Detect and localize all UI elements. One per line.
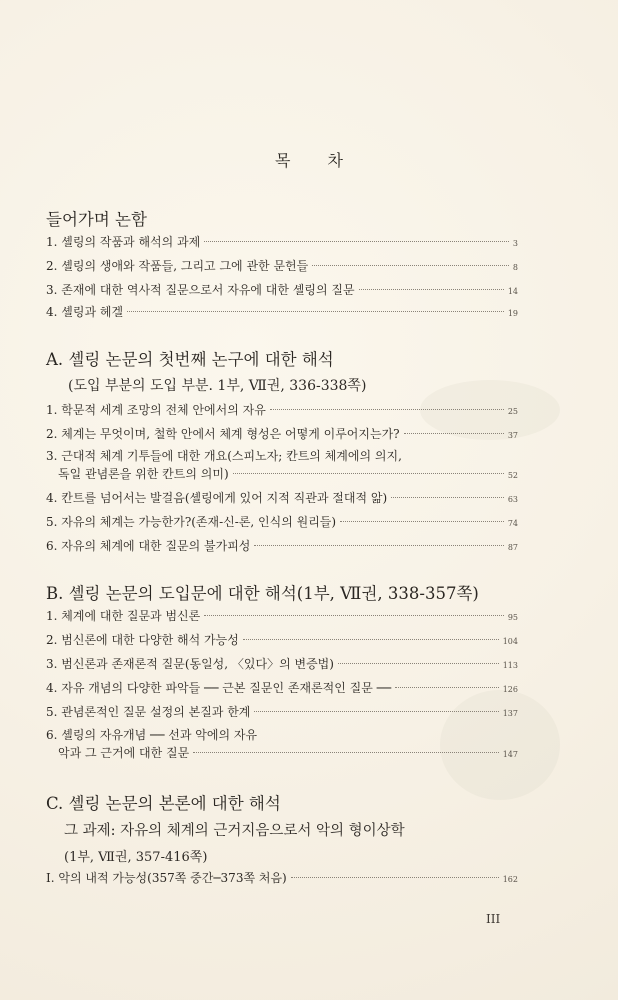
toc-entry[interactable]	[46, 727, 518, 743]
toc-entry-text: 2. 범신론에 대한 다양한 해석 가능성	[46, 633, 239, 647]
toc-page-number: 14	[507, 287, 518, 296]
dot-leader	[338, 663, 499, 664]
toc-entry-text: I. 악의 내적 가능성(357쪽 중간─373쪽 처음)	[46, 871, 287, 885]
toc-entry-text: 4. 자유 개념의 다양한 파악들 ── 근본 질문인 존재론적인 질문 ──	[46, 681, 392, 695]
toc-entry[interactable]	[46, 304, 518, 322]
toc-page-number: 162	[502, 875, 518, 884]
toc-entry-text: 3. 범신론과 존재론적 질문(동일성, 〈있다〉의 변증법)	[46, 657, 334, 671]
toc-entry[interactable]	[46, 608, 518, 626]
toc-page-number: 25	[507, 407, 518, 416]
toc-entry[interactable]	[46, 258, 518, 276]
section-c-range: (1부, Ⅶ권, 357-416쪽)	[64, 850, 208, 865]
dot-leader	[204, 615, 504, 616]
section-c-heading: C. 셸링 논문의 본론에 대한 해석	[46, 794, 281, 813]
toc-entry-text: 1. 셸링의 작품과 해석의 과제	[46, 235, 201, 249]
toc-page-number: 126	[502, 685, 518, 694]
dot-leader	[291, 877, 499, 878]
toc-page-number: 52	[507, 471, 518, 480]
toc-entry[interactable]	[46, 234, 518, 252]
toc-entry[interactable]	[46, 426, 518, 444]
section-a-subheading: (도입 부분의 도입 부분. 1부, Ⅶ권, 336-338쪽)	[68, 378, 367, 394]
dot-leader	[254, 711, 498, 712]
section-c-subheading: 그 과제: 자유의 체계의 근거지음으로서 악의 형이상학	[64, 823, 405, 839]
toc-entry[interactable]	[46, 282, 518, 300]
toc-entry-continuation[interactable]	[58, 745, 518, 763]
dot-leader	[395, 687, 499, 688]
toc-page-number: 63	[507, 495, 518, 504]
toc-entry[interactable]	[46, 632, 518, 650]
page-title: 목 차	[275, 151, 359, 170]
toc-entry[interactable]	[46, 448, 518, 464]
toc-entry-text: 3. 근대적 체계 기투들에 대한 개요(스피노자; 칸트의 체계에의 의지,	[46, 449, 402, 463]
toc-entry[interactable]	[46, 704, 518, 722]
dot-leader	[243, 639, 499, 640]
toc-entry[interactable]	[46, 514, 518, 532]
toc-page-number: 37	[507, 431, 518, 440]
toc-entry[interactable]	[46, 490, 518, 508]
toc-entry-text: 1. 학문적 세계 조망의 전체 안에서의 자유	[46, 403, 266, 417]
toc-entry-text: 독일 관념론을 위한 칸트의 의미)	[58, 467, 229, 481]
toc-page-number: 3	[512, 239, 518, 248]
toc-page-number: 137	[502, 709, 518, 718]
dot-leader	[340, 521, 504, 522]
toc-entry-text: 1. 체계에 대한 질문과 범신론	[46, 609, 201, 623]
toc-page-number: 147	[502, 750, 518, 759]
toc-entry[interactable]	[46, 656, 518, 674]
toc-page-number: 104	[502, 637, 518, 646]
dot-leader	[254, 545, 503, 546]
dot-leader	[312, 265, 509, 266]
dot-leader	[204, 241, 509, 242]
toc-entry-text: 2. 셸링의 생애와 작품들, 그리고 그에 관한 문헌들	[46, 259, 309, 273]
toc-entry-text: 3. 존재에 대한 역사적 질문으로서 자유에 대한 셸링의 질문	[46, 283, 355, 297]
toc-entry-text: 4. 셸링과 헤겔	[46, 305, 124, 319]
dot-leader	[391, 497, 504, 498]
dot-leader	[127, 311, 504, 312]
dot-leader	[270, 409, 504, 410]
intro-heading: 들어가며 논함	[46, 210, 147, 229]
toc-entry[interactable]	[46, 402, 518, 420]
dot-leader	[359, 289, 504, 290]
toc-entry[interactable]	[46, 538, 518, 556]
toc-page-number: 95	[507, 613, 518, 622]
section-a-heading: A. 셸링 논문의 첫번째 논구에 대한 해석	[46, 350, 334, 369]
toc-entry-text: 6. 셸링의 자유개념 ── 선과 악에의 자유	[46, 728, 258, 742]
toc-entry[interactable]	[46, 870, 518, 888]
toc-entry[interactable]	[46, 680, 518, 698]
dot-leader	[233, 473, 504, 474]
toc-page-number: 74	[507, 519, 518, 528]
toc-entry-text: 4. 칸트를 넘어서는 발걸음(셸링에게 있어 지적 직관과 절대적 앎)	[46, 491, 388, 505]
toc-entry-text: 5. 자유의 체계는 가능한가?(존재-신-론, 인식의 원리들)	[46, 515, 337, 529]
toc-page-number: 113	[502, 661, 518, 670]
toc-entry-text: 6. 자유의 체계에 대한 질문의 불가피성	[46, 539, 251, 553]
dot-leader	[193, 752, 499, 753]
section-b-heading: B. 셸링 논문의 도입문에 대한 해석(1부, Ⅶ권, 338-357쪽)	[46, 584, 479, 603]
toc-entry-continuation[interactable]	[58, 466, 518, 484]
toc-page-number: 8	[512, 263, 518, 272]
toc-entry-text: 2. 체계는 무엇이며, 철학 안에서 체계 형성은 어떻게 이루어지는가?	[46, 427, 400, 441]
toc-page-number: 87	[507, 543, 518, 552]
dot-leader	[404, 433, 504, 434]
toc-entry-text: 악과 그 근거에 대한 질문	[58, 746, 190, 760]
page-folio: III	[486, 912, 501, 926]
toc-page-number: 19	[507, 309, 518, 318]
toc-entry-text: 5. 관념론적인 질문 설정의 본질과 한계	[46, 705, 251, 719]
